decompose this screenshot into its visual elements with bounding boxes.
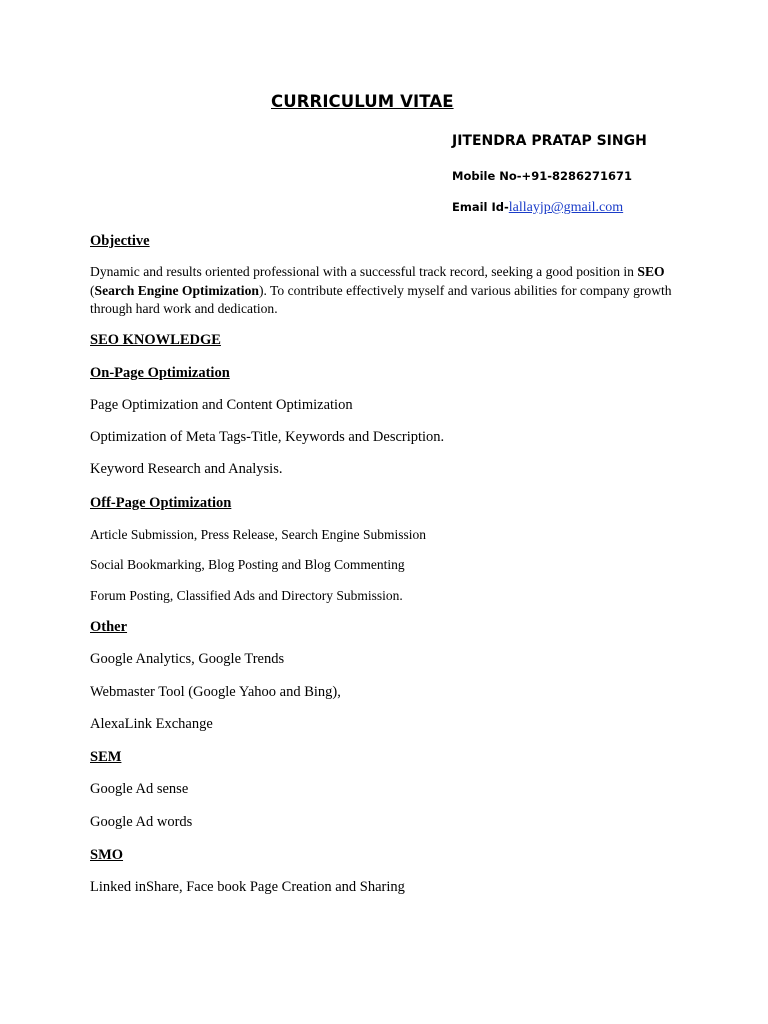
objective-text-part2: ( [90, 282, 95, 298]
other-heading: Other [90, 619, 128, 635]
smo-item: Linked inShare, Face book Page Creation and Sharing [90, 879, 405, 895]
on-page-heading: On-Page Optimization [90, 365, 230, 381]
mobile-number: Mobile No-+91-8286271671 [452, 169, 632, 183]
on-page-item: Optimization of Meta Tags-Title, Keywords and Description. [90, 429, 445, 445]
on-page-item: Keyword Research and Analysis. [90, 461, 283, 477]
objective-text-part3: ). To contribute effectively myself and various abilities for company growth through hard work and dedication. [90, 282, 672, 316]
off-page-item: Social Bookmarking, Blog Posting and Blog Commenting [90, 557, 405, 572]
objective-paragraph [90, 263, 690, 319]
other-item: Webmaster Tool (Google Yahoo and Bing), [90, 684, 341, 700]
smo-heading: SMO [90, 847, 124, 863]
off-page-heading: Off-Page Optimization [90, 495, 232, 511]
sem-item: Google Ad words [90, 814, 193, 830]
other-item: Google Analytics, Google Trends [90, 651, 285, 667]
objective-text-part1: Dynamic and results oriented professional with a successful track record, seeking a good position in [90, 264, 638, 279]
email-line [452, 200, 623, 216]
other-item: AlexaLink Exchange [90, 716, 213, 732]
objective-seo-full-bold: Search Engine Optimization [94, 282, 259, 298]
objective-heading: Objective [90, 233, 150, 249]
document-title: CURRICULUM VITAE [271, 92, 454, 111]
sem-heading: SEM [90, 749, 122, 765]
email-label: Email Id- [452, 200, 509, 214]
candidate-name: JITENDRA PRATAP SINGH [452, 133, 647, 149]
seo-knowledge-heading: SEO KNOWLEDGE [90, 332, 221, 348]
objective-seo-bold: SEO [637, 264, 665, 279]
off-page-item: Forum Posting, Classified Ads and Directory Submission. [90, 588, 403, 603]
email-link[interactable]: lallayjp@gmail.com [508, 200, 624, 215]
sem-item: Google Ad sense [90, 781, 189, 797]
on-page-item: Page Optimization and Content Optimization [90, 397, 353, 413]
off-page-item: Article Submission, Press Release, Search Engine Submission [90, 527, 426, 542]
